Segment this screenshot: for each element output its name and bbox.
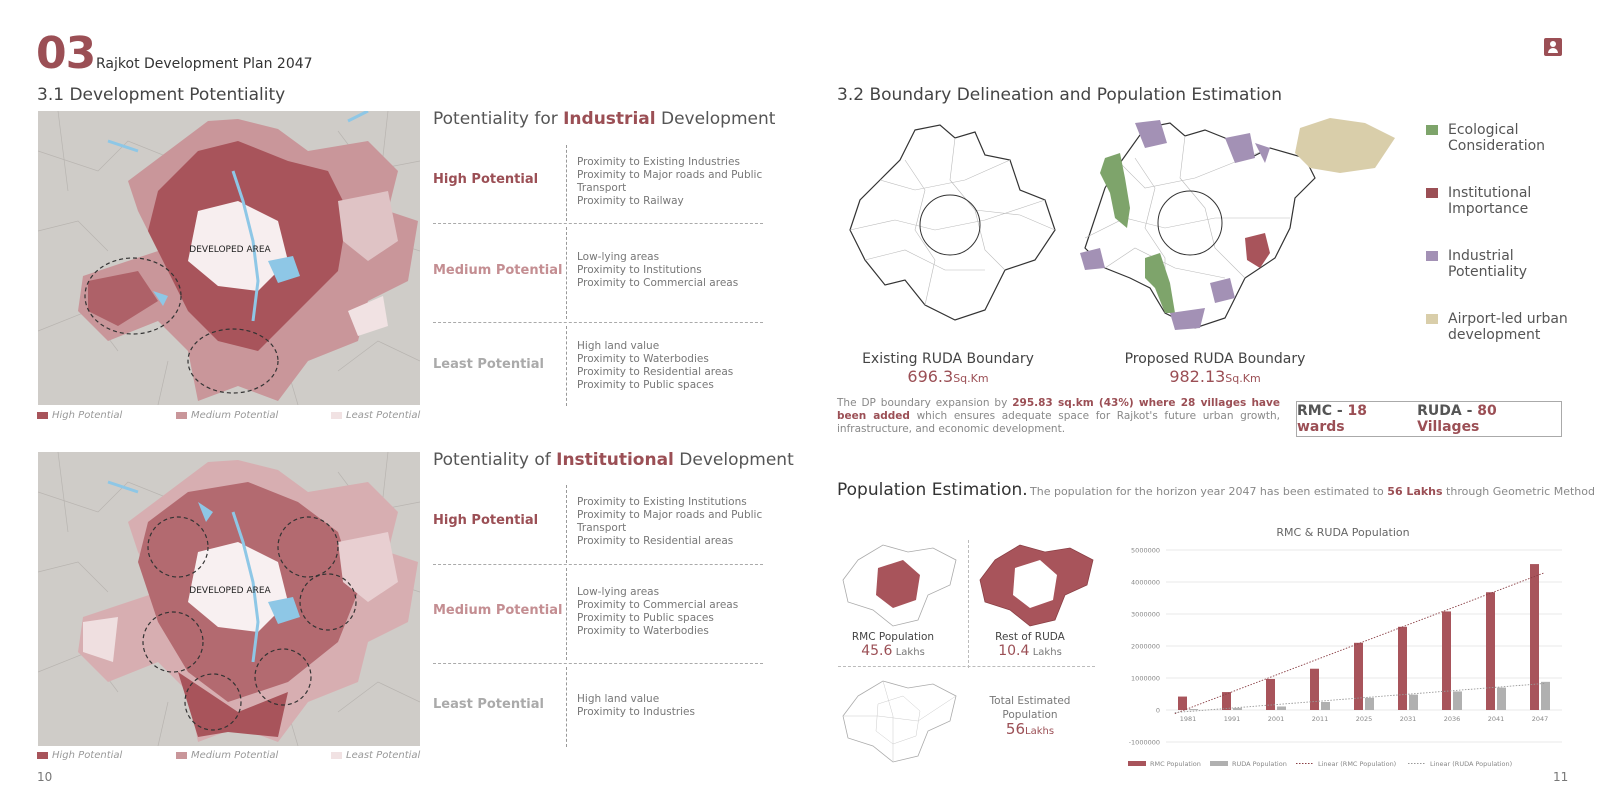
- legend-swatch: [1210, 761, 1228, 766]
- x-tick-label: 2031: [1399, 715, 1417, 723]
- x-tick-label: 2011: [1311, 715, 1329, 723]
- industrial-heading: Potentiality for Industrial Development: [433, 109, 776, 129]
- rmc-population-map: [838, 540, 963, 628]
- ruda-bar: [1497, 688, 1506, 710]
- industrial-medium-label: Medium Potential: [433, 263, 563, 278]
- developed-area-label: DEVELOPED AREA: [189, 245, 271, 255]
- mini-divider-v: [968, 540, 969, 668]
- ruda-bar: [1365, 698, 1374, 710]
- y-tick-label: -1000000: [1128, 738, 1160, 747]
- x-tick-label: 2047: [1531, 715, 1549, 723]
- legend-airport: Airport-led urban development: [1426, 311, 1578, 343]
- ruda-bar: [1453, 691, 1462, 710]
- population-estimation-title: Population Estimation.: [837, 480, 1028, 500]
- rmc-bar: [1486, 592, 1495, 710]
- total-population-caption: Total Estimated Population 56Lakhs: [989, 695, 1071, 738]
- institutional-medium-criteria: Low-lying areas Proximity to Commercial areas Proximity to Public spaces Proximity to Waterbodies: [577, 586, 739, 637]
- industrial-least-criteria: High land value Proximity to Waterbodies Proximity to Residential areas Proximity to Public spaces: [577, 340, 734, 391]
- rmc-bar: [1442, 611, 1451, 710]
- ward-village-box: RMC - 18 wards RUDA - 80 Villages: [1296, 401, 1562, 437]
- legend-institutional: Institutional Importance: [1426, 185, 1568, 217]
- total-population-map: [838, 676, 963, 764]
- legend-label: RUDA Population: [1232, 760, 1287, 768]
- legend-ecological: Ecological Consideration: [1426, 122, 1568, 154]
- industrial-least-label: Least Potential: [433, 357, 544, 372]
- proposed-boundary-caption: Proposed RUDA Boundary 982.13Sq.Km: [1124, 351, 1306, 386]
- institutional-potential-table: [433, 485, 763, 747]
- rest-of-ruda-caption: Rest of RUDA 10.4 Lakhs: [995, 631, 1065, 659]
- rmc-bar: [1310, 669, 1319, 710]
- rest-of-ruda-map: [975, 540, 1100, 628]
- rmc-bar: [1530, 564, 1539, 710]
- existing-ruda-boundary-map: [845, 120, 1065, 325]
- map1-legend-high: High Potential: [37, 410, 122, 421]
- chapter-title: Rajkot Development Plan 2047: [96, 56, 313, 72]
- x-tick-label: 2001: [1267, 715, 1285, 723]
- chart-title: RMC & RUDA Population: [1276, 526, 1410, 539]
- institutional-potential-map: [38, 452, 420, 746]
- proposed-ruda-boundary-map: [1075, 118, 1395, 338]
- industrial-high-label: High Potential: [433, 172, 539, 187]
- map1-legend-medium: Medium Potential: [176, 410, 278, 421]
- chapter-number: 03: [36, 28, 96, 79]
- industrial-medium-criteria: Low-lying areas Proximity to Institutions Proximity to Commercial areas: [577, 251, 739, 289]
- map2-legend-medium: Medium Potential: [176, 750, 278, 761]
- person-icon[interactable]: [1544, 38, 1562, 56]
- ruda-bar: [1233, 708, 1242, 710]
- institutional-heading: Potentiality of Institutional Development: [433, 450, 794, 470]
- y-tick-label: 0: [1155, 706, 1160, 715]
- legend-label: Linear (RUDA Population): [1430, 760, 1513, 768]
- legend-swatch: [1128, 761, 1146, 766]
- industrial-potential-map: [38, 111, 420, 405]
- ruda-bar: [1277, 706, 1286, 710]
- page-number-left: 10: [37, 770, 53, 784]
- institutional-least-criteria: High land value Proximity to Industries: [577, 693, 695, 718]
- ruda-bar: [1189, 709, 1198, 710]
- ruda-bar: [1321, 702, 1330, 710]
- expansion-description: The DP boundary expansion by 295.83 sq.km (43%) where 28 villages have been added which ensures adequate space for Rajkot's future urban growth, infrastructure, and economic development.: [837, 397, 1280, 435]
- ruda-bar: [1541, 682, 1550, 710]
- x-tick-label: 2041: [1487, 715, 1505, 723]
- map2-legend-least: Least Potential: [331, 750, 420, 761]
- population-estimation-note: The population for the horizon year 2047 has been estimated to 56 Lakhs through Geometric Method: [1030, 485, 1595, 498]
- institutional-high-label: High Potential: [433, 513, 539, 528]
- mini-divider-h: [838, 666, 1095, 667]
- legend-industrial: Industrial Potentiality: [1426, 248, 1568, 280]
- x-tick-label: 1981: [1179, 715, 1197, 723]
- x-tick-label: 2036: [1443, 715, 1461, 723]
- x-tick-label: 2025: [1355, 715, 1373, 723]
- developed-area-label-2: DEVELOPED AREA: [189, 586, 271, 596]
- y-tick-label: 5000000: [1131, 546, 1160, 555]
- industrial-high-criteria: Proximity to Existing Industries Proximity to Major roads and Public Transport Proximity to Railway: [577, 156, 763, 207]
- rmc-bar: [1266, 679, 1275, 710]
- rmc-bar: [1354, 643, 1363, 710]
- institutional-high-criteria: Proximity to Existing Institutions Proximity to Major roads and Public Transport Proximity to Residential areas: [577, 496, 763, 547]
- institutional-medium-label: Medium Potential: [433, 603, 563, 618]
- rmc-bar: [1178, 697, 1187, 710]
- rmc-population-caption: RMC Population 45.6 Lakhs: [851, 631, 935, 659]
- existing-boundary-caption: Existing RUDA Boundary 696.3Sq.Km: [862, 351, 1034, 386]
- map1-legend-least: Least Potential: [331, 410, 420, 421]
- y-tick-label: 3000000: [1131, 610, 1160, 619]
- institutional-least-label: Least Potential: [433, 697, 544, 712]
- ruda-bar: [1409, 695, 1418, 710]
- section-title-development-potentiality: 3.1 Development Potentiality: [37, 85, 286, 105]
- section-title-boundary: 3.2 Boundary Delineation and Population Estimation: [837, 85, 1282, 105]
- y-tick-label: 1000000: [1131, 674, 1160, 683]
- x-tick-label: 1991: [1223, 715, 1241, 723]
- y-tick-label: 4000000: [1131, 578, 1160, 587]
- page-number-right: 11: [1553, 770, 1569, 784]
- industrial-potential-table: [433, 145, 763, 405]
- rmc-bar: [1398, 627, 1407, 710]
- legend-label: Linear (RMC Population): [1318, 760, 1397, 768]
- map2-legend-high: High Potential: [37, 750, 122, 761]
- legend-label: RMC Population: [1150, 760, 1201, 768]
- y-tick-label: 2000000: [1131, 642, 1160, 651]
- population-chart: [1118, 522, 1568, 770]
